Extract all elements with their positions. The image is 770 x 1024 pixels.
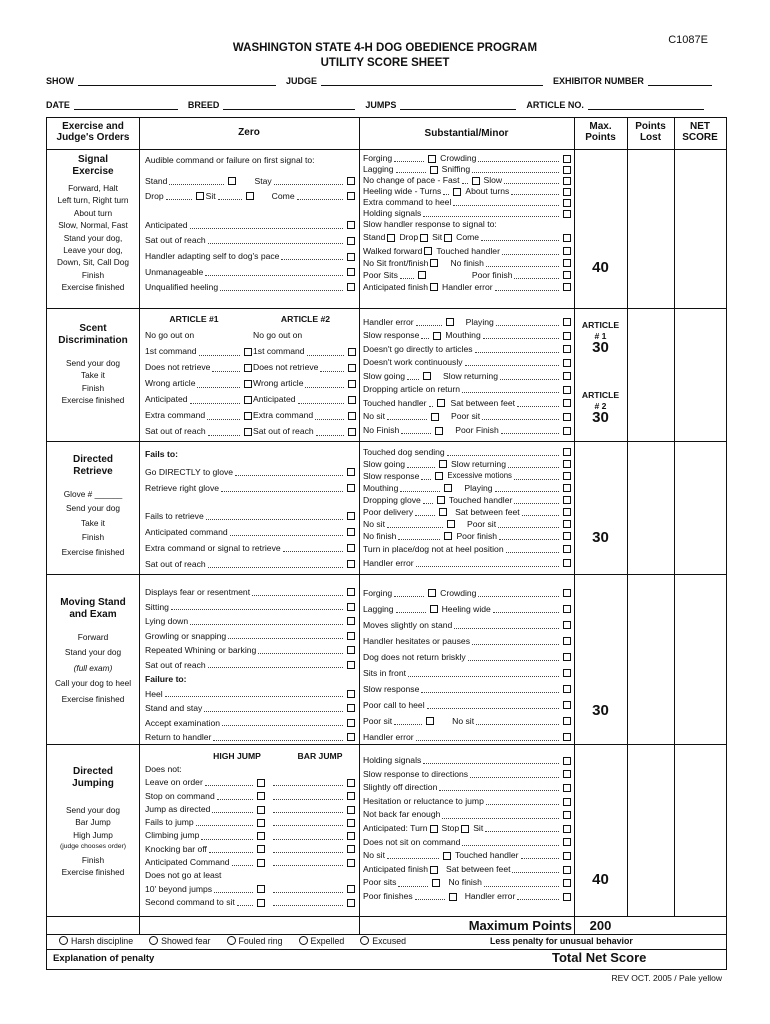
maximum-points-value: 200: [589, 918, 612, 933]
checkbox[interactable]: [431, 413, 439, 421]
signal-zero: Audible command or failure on first signal to: Stand Stay Drop Sit Come Anticipated Sat out of reach Handler adapting self to dog's pace Unmanageable Unqualified heeling: [145, 153, 355, 295]
checkbox[interactable]: [563, 669, 571, 677]
net-score-header: NET SCORE: [682, 121, 718, 143]
checkbox[interactable]: [347, 845, 355, 853]
show-field[interactable]: [46, 76, 712, 86]
checkbox[interactable]: [347, 468, 355, 476]
show-label: SHOW: [46, 76, 74, 86]
checkbox[interactable]: [563, 605, 571, 613]
checkbox[interactable]: [563, 271, 571, 279]
checkbox[interactable]: [563, 621, 571, 629]
stand-orders: Moving Stand and Exam Forward Stand your dog (full exam) Call your dog to heel Exercise finished: [54, 597, 132, 704]
high-jump-header: HIGH JUMP: [213, 751, 261, 761]
checkbox[interactable]: [257, 845, 265, 853]
checkbox[interactable]: [348, 364, 356, 372]
radio-icon[interactable]: [227, 936, 236, 945]
checkbox[interactable]: [244, 428, 252, 436]
scent-article1-max: ARTICLE # 1 30: [581, 320, 620, 356]
checkbox[interactable]: [424, 247, 432, 255]
checkbox[interactable]: [347, 617, 355, 625]
scent-orders: Scent Discrimination Send your dog Take it Finish Exercise finished: [58, 323, 128, 406]
checkbox[interactable]: [563, 496, 571, 504]
checkbox[interactable]: [563, 784, 571, 792]
maximum-points-label: Maximum Points: [468, 918, 572, 933]
checkbox[interactable]: [563, 852, 571, 860]
checkbox[interactable]: [563, 210, 571, 218]
checkbox[interactable]: [563, 589, 571, 597]
checkbox[interactable]: [387, 234, 395, 242]
checkbox[interactable]: [433, 332, 441, 340]
checkbox[interactable]: [563, 332, 571, 340]
checkbox[interactable]: [347, 819, 355, 827]
article-2-header: ARTICLE #2: [280, 314, 331, 324]
radio-icon[interactable]: [149, 936, 158, 945]
penalty-option[interactable]: Showed fear: [149, 936, 210, 946]
scent-article1-zero: No go out on 1st command Does not retrieve Wrong article Anticipated Extra command Sat out of reach: [145, 328, 252, 440]
checkbox[interactable]: [347, 704, 355, 712]
checkbox[interactable]: [563, 372, 571, 380]
checkbox[interactable]: [563, 472, 571, 480]
stand-substantial: Forging Crowding Lagging Heeling wide Moves slightly on stand Handler hesitates or pauses Dog does not return briskly Sits in front Slow response Poor call to heel Poor sit No sit Handler error: [363, 585, 571, 745]
checkbox[interactable]: [430, 259, 438, 267]
checkbox[interactable]: [428, 589, 436, 597]
checkbox[interactable]: [444, 234, 452, 242]
checkbox[interactable]: [244, 412, 252, 420]
points-lost-header: Points Lost: [635, 121, 666, 143]
exercise-header: Exercise and Judge's Orders: [56, 121, 130, 143]
checkbox[interactable]: [347, 899, 355, 907]
checkbox[interactable]: [257, 806, 265, 814]
checkbox[interactable]: [563, 866, 571, 874]
date-label: DATE: [46, 100, 70, 110]
checkbox[interactable]: [347, 806, 355, 814]
checkbox[interactable]: [430, 866, 438, 874]
checkbox[interactable]: [563, 177, 571, 185]
article-no-label: ARTICLE NO.: [526, 100, 584, 110]
checkbox[interactable]: [246, 192, 254, 200]
checkbox[interactable]: [563, 508, 571, 516]
checkbox[interactable]: [347, 779, 355, 787]
checkbox[interactable]: [348, 348, 356, 356]
checkbox[interactable]: [437, 496, 445, 504]
checkbox[interactable]: [435, 427, 443, 435]
checkbox[interactable]: [563, 345, 571, 353]
checkbox[interactable]: [347, 832, 355, 840]
checkbox[interactable]: [444, 484, 452, 492]
checkbox[interactable]: [347, 177, 355, 185]
program-title: WASHINGTON STATE 4-H DOG OBEDIENCE PROGRAM: [232, 42, 538, 54]
checkbox[interactable]: [449, 893, 457, 901]
scent-article2-max: ARTICLE # 2 30: [581, 390, 620, 426]
radio-icon[interactable]: [59, 936, 68, 945]
checkbox[interactable]: [347, 237, 355, 245]
checkbox[interactable]: [257, 779, 265, 787]
signal-orders: Signal Exercise Forward, Halt Left turn, Right turn About turn Slow, Normal, Fast Stand your dog, Leave your dog, Down, Sit, Call Dog Finish Exercise finished: [57, 154, 129, 293]
checkbox[interactable]: [563, 811, 571, 819]
checkbox[interactable]: [244, 348, 252, 356]
checkbox[interactable]: [257, 832, 265, 840]
scent-substantial: Handler error Playing Slow response Mouthing Doesn't go directly to articles Doesn't work continuously Slow going Slow returning Dropping article on return Touched handler Sat between feet No sit Poor sit No Finish Poor Finish: [363, 315, 571, 438]
zero-header: Zero: [238, 127, 260, 138]
checkbox[interactable]: [563, 460, 571, 468]
checkbox[interactable]: [430, 605, 438, 613]
retrieve-zero: Fails to: Go DIRECTLY to glove Retrieve right glove Fails to retrieve Anticipated command Extra command or signal to retrieve Sat out of reach: [145, 447, 355, 572]
checkbox[interactable]: [563, 188, 571, 196]
penalty-option[interactable]: Harsh discipline: [59, 936, 133, 946]
checkbox[interactable]: [347, 192, 355, 200]
checkbox[interactable]: [563, 838, 571, 846]
checkbox[interactable]: [347, 253, 355, 261]
score-grid: [46, 117, 727, 970]
checkbox[interactable]: [196, 192, 204, 200]
checkbox[interactable]: [426, 717, 434, 725]
checkbox[interactable]: [347, 512, 355, 520]
checkbox[interactable]: [228, 177, 236, 185]
retrieve-substantial: Touched dog sending Slow going Slow returning Slow response Excessive motions Mouthing Playing Dropping glove Touched handler Poor delivery Sat between feet No sit Poor sit No finish Poor finish Turn in place/dog not at heel position Handler error: [363, 446, 571, 570]
penalty-option[interactable]: Excused: [360, 936, 406, 946]
checkbox[interactable]: [563, 757, 571, 765]
checkbox[interactable]: [347, 268, 355, 276]
checkbox[interactable]: [563, 234, 571, 242]
checkbox[interactable]: [347, 544, 355, 552]
checkbox[interactable]: [563, 798, 571, 806]
radio-icon[interactable]: [360, 936, 369, 945]
checkbox[interactable]: [563, 701, 571, 709]
checkbox[interactable]: [563, 733, 571, 741]
checkbox[interactable]: [348, 412, 356, 420]
checkbox[interactable]: [347, 221, 355, 229]
jumping-zero: Does not: Leave on order Stop on command Jump as directed Fails to jump Climbing jump Knocking bar off Anticipated Command Does not go at least 10' beyond jumps Second command to sit: [145, 763, 355, 909]
article-1-header: ARTICLE #1: [169, 314, 219, 324]
checkbox[interactable]: [420, 234, 428, 242]
bar-jump-header: BAR JUMP: [297, 751, 343, 761]
checkbox[interactable]: [563, 879, 571, 887]
checkbox[interactable]: [563, 318, 571, 326]
checkbox[interactable]: [563, 413, 571, 421]
checkbox[interactable]: [347, 661, 355, 669]
checkbox[interactable]: [244, 380, 252, 388]
checkbox[interactable]: [347, 859, 355, 867]
checkbox[interactable]: [348, 428, 356, 436]
stand-zero: Displays fear or resentment Sitting Lying down Growling or snapping Repeated Whining or barking Sat out of reach Failure to: Heel Stand and stay Accept examination Return to handler: [145, 585, 355, 745]
less-penalty-note: Less penalty for unusual behavior: [490, 936, 633, 946]
checkbox[interactable]: [435, 472, 443, 480]
checkbox[interactable]: [428, 155, 436, 163]
checkbox[interactable]: [447, 520, 455, 528]
checkbox[interactable]: [563, 653, 571, 661]
checkbox[interactable]: [563, 448, 571, 456]
checkbox[interactable]: [563, 199, 571, 207]
checkbox[interactable]: [443, 852, 451, 860]
signal-max-points: 40: [592, 259, 609, 276]
checkbox[interactable]: [563, 545, 571, 553]
radio-icon[interactable]: [299, 936, 308, 945]
checkbox[interactable]: [563, 532, 571, 540]
checkbox[interactable]: [563, 247, 571, 255]
checkbox[interactable]: [430, 283, 438, 291]
checkbox[interactable]: [244, 396, 252, 404]
checkbox[interactable]: [453, 188, 461, 196]
checkbox[interactable]: [437, 399, 445, 407]
checkbox[interactable]: [347, 733, 355, 741]
checkbox[interactable]: [430, 825, 438, 833]
checkbox[interactable]: [347, 646, 355, 654]
checkbox[interactable]: [418, 271, 426, 279]
checkbox[interactable]: [244, 364, 252, 372]
checkbox[interactable]: [563, 166, 571, 174]
checkbox[interactable]: [347, 792, 355, 800]
checkbox[interactable]: [563, 893, 571, 901]
checkbox[interactable]: [563, 155, 571, 163]
max-points-header: Max. Points: [585, 121, 616, 143]
checkbox[interactable]: [257, 859, 265, 867]
checkbox[interactable]: [257, 885, 265, 893]
checkbox[interactable]: [257, 792, 265, 800]
checkbox[interactable]: [347, 603, 355, 611]
penalty-options: [59, 936, 406, 946]
checkbox[interactable]: [563, 717, 571, 725]
checkbox[interactable]: [347, 632, 355, 640]
checkbox[interactable]: [563, 520, 571, 528]
jumping-substantial: Holding signals Slow response to directions Slightly off direction Hesitation or reluctance to jump Not back far enough Anticipated: Turn Stop Sit Does not sit on command No sit Touched handler Anticipated finish Sat between feet Poor sits No finish Poor finishes Handler error: [363, 754, 571, 904]
checkbox[interactable]: [347, 690, 355, 698]
jumps-label: JUMPS: [365, 100, 397, 110]
exhibitor-number-label: EXHIBITOR NUMBER: [553, 76, 644, 86]
signal-substantial: Forging Crowding Lagging Sniffing No change of pace - Fast Slow Heeling wide - Turns About turns Extra command to heel Holding signals Slow handler response to signal to: Stand Drop Sit Come Walked forward Touched handler No Sit front/finish No finish Poor Sits Poor finish Anticipated finish Handler error: [363, 153, 571, 293]
checkbox[interactable]: [563, 559, 571, 567]
jumping-orders: Directed Jumping Send your dog Bar Jump High Jump (judge chooses order) Finish Exercise finished: [59, 766, 127, 878]
revision-footer: REV OCT. 2005 / Pale yellow: [611, 973, 722, 983]
checkbox[interactable]: [461, 825, 469, 833]
stand-max-points: 30: [592, 702, 609, 719]
breed-label: BREED: [187, 100, 220, 110]
checkbox[interactable]: [348, 396, 356, 404]
date-field[interactable]: [46, 100, 704, 110]
checkbox[interactable]: [563, 359, 571, 367]
checkbox[interactable]: [257, 819, 265, 827]
substantial-header: Substantial/Minor: [424, 128, 509, 139]
checkbox[interactable]: [563, 484, 571, 492]
checkbox[interactable]: [444, 532, 452, 540]
checkbox[interactable]: [563, 427, 571, 435]
checkbox[interactable]: [348, 380, 356, 388]
checkbox[interactable]: [446, 318, 454, 326]
checkbox[interactable]: [563, 685, 571, 693]
checkbox[interactable]: [347, 885, 355, 893]
checkbox[interactable]: [347, 560, 355, 568]
total-net-score-label: Total Net Score: [552, 950, 647, 965]
checkbox[interactable]: [439, 460, 447, 468]
retrieve-max-points: 30: [592, 529, 609, 546]
checkbox[interactable]: [439, 508, 447, 516]
jumping-max-points: 40: [592, 871, 609, 888]
checkbox[interactable]: [563, 637, 571, 645]
penalty-option[interactable]: Fouled ring: [227, 936, 283, 946]
checkbox[interactable]: [430, 166, 438, 174]
sheet-title: UTILITY SCORE SHEET: [320, 57, 450, 69]
checkbox[interactable]: [347, 528, 355, 536]
checkbox[interactable]: [563, 770, 571, 778]
checkbox[interactable]: [563, 283, 571, 291]
penalty-option[interactable]: Expelled: [299, 936, 345, 946]
checkbox[interactable]: [347, 588, 355, 596]
form-code: C1087E: [668, 34, 708, 46]
checkbox[interactable]: [347, 719, 355, 727]
checkbox[interactable]: [472, 177, 480, 185]
explanation-of-penalty[interactable]: Explanation of penalty: [53, 953, 155, 964]
checkbox[interactable]: [347, 484, 355, 492]
checkbox[interactable]: [563, 386, 571, 394]
checkbox[interactable]: [257, 899, 265, 907]
checkbox[interactable]: [563, 259, 571, 267]
checkbox[interactable]: [423, 372, 431, 380]
checkbox[interactable]: [347, 283, 355, 291]
checkbox[interactable]: [432, 879, 440, 887]
scent-article2-zero: No go out on 1st command Does not retrieve Wrong article Anticipated Extra command Sat out of reach: [253, 328, 356, 440]
retrieve-orders: Directed Retrieve Glove # ______ Send your dog Take it Finish Exercise finished: [61, 454, 125, 557]
checkbox[interactable]: [563, 399, 571, 407]
checkbox[interactable]: [563, 825, 571, 833]
judge-label: JUDGE: [286, 76, 318, 86]
